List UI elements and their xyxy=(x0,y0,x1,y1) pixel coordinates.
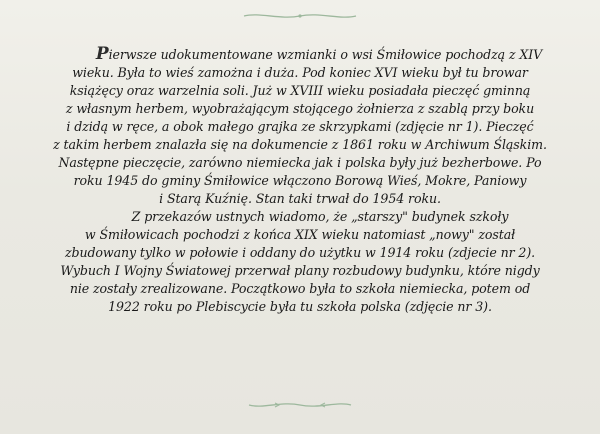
text-line-13: Wybuch I Wojny Światowej przerwał plany rozbudowy budynku, które nigdy xyxy=(60,263,540,278)
text-line-8: roku 1945 do gminy Śmiłowice włączono Borową Wieś, Mokre, Paniowy xyxy=(73,173,527,188)
text-line-10: Z przekazów ustnych wiadomo, że „starszy" budynek szkoły xyxy=(131,209,509,224)
text-line-9: i Starą Kuźnię. Stan taki trwał do 1954 roku. xyxy=(159,191,441,206)
top-flourish-icon xyxy=(240,10,360,22)
text-line-11: w Śmiłowicach pochodzi z końca XIX wieku natomiast „nowy" został xyxy=(84,227,516,242)
text-line-3: książęcy oraz warzelnia soli. Już w XVIII wieku posiadała pieczęć gminną xyxy=(69,83,531,98)
text-line-12: zbudowany tylko w połowie i oddany do użytku w 1914 roku (zdjecie nr 2). xyxy=(64,245,536,260)
text-line-1 xyxy=(20,46,580,64)
text-line-2: wieku. Była to wieś zamożna i duża. Pod koniec XVI wieku był tu browar xyxy=(72,65,528,80)
text-line-14: nie zostały zrealizowane. Początkowo była to szkoła niemiecka, potem od xyxy=(69,281,531,296)
text-line-6: z takim herbem znalazła się na dokumencie z 1861 roku w Archiwum Śląskim. xyxy=(53,137,547,152)
bottom-flourish-icon xyxy=(245,399,355,411)
decorative-initial: P xyxy=(95,44,109,64)
bottom-ornament xyxy=(0,399,600,411)
first-line-text: ierwsze udokumentowane wzmianki o wsi Śmiłowice pochodzą z XIV xyxy=(108,47,543,62)
top-ornament xyxy=(0,10,600,22)
text-line-15: 1922 roku po Plebiscycie była tu szkoła polska (zdjęcie nr 3). xyxy=(108,299,492,314)
body-text xyxy=(20,46,580,316)
text-line-7: Następne pieczęcie, zarówno niemiecka jak i polska były już bezherbowe. Po xyxy=(58,155,542,170)
text-line-4: z własnym herbem, wyobrażającym stojącego żołnierza z szablą przy boku xyxy=(65,101,535,116)
text-line-5: i dzidą w ręce, a obok małego grajka ze skrzypkami (zdjęcie nr 1). Pieczęć xyxy=(66,119,534,134)
